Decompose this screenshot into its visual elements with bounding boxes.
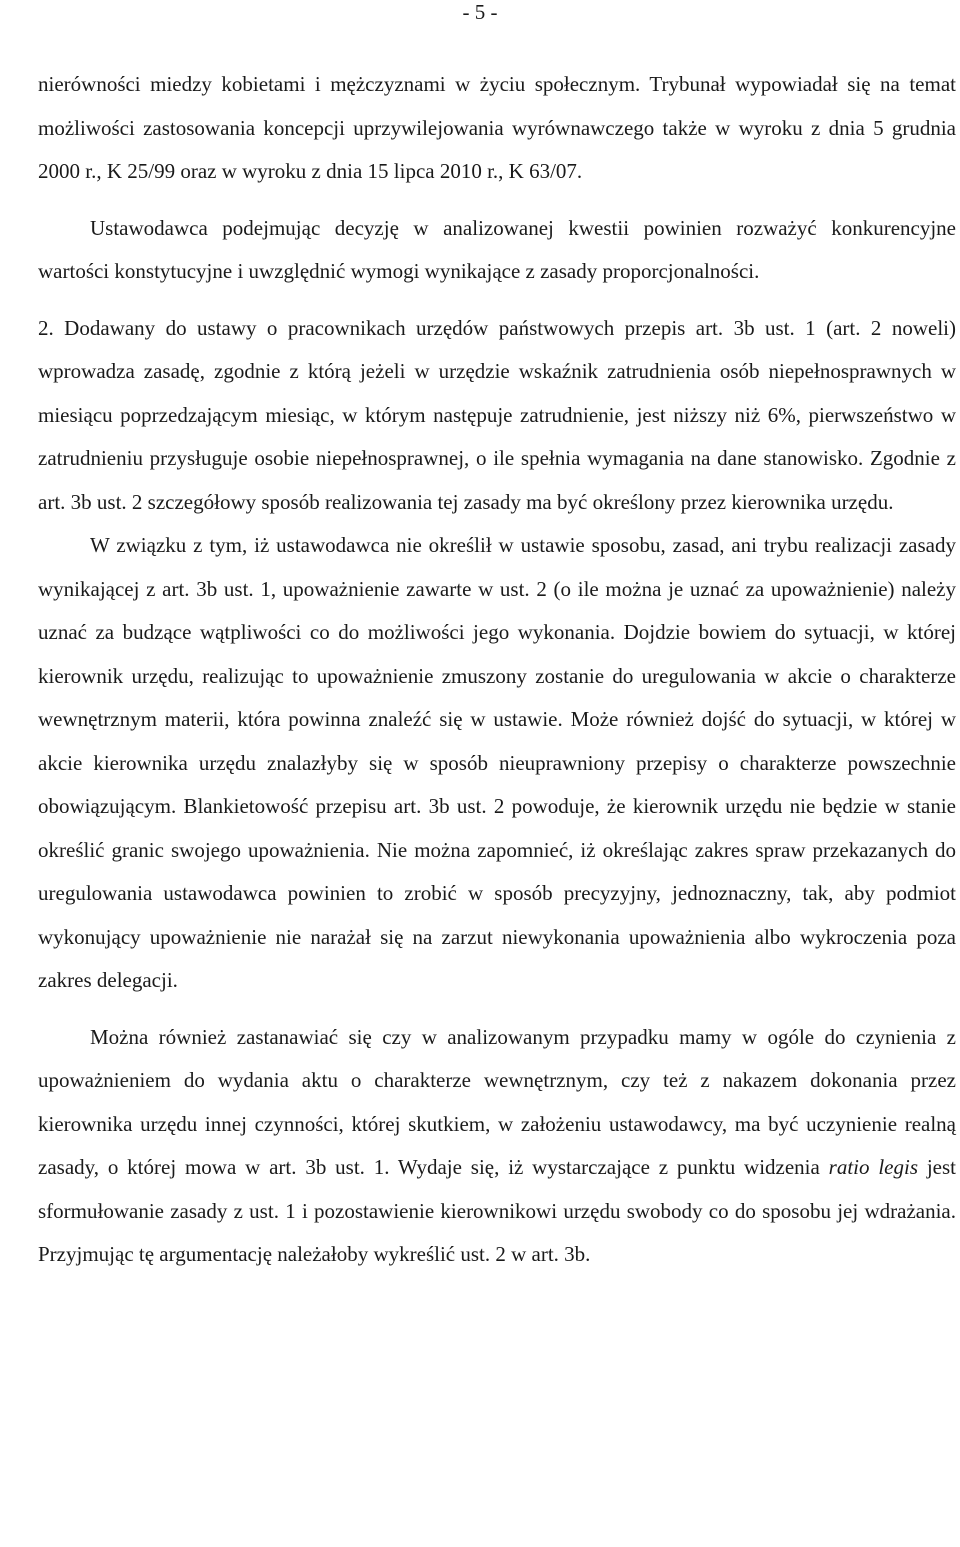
paragraph-3: 2. Dodawany do ustawy o pracownikach urzędów państwowych przepis art. 3b ust. 1 (art. 2 noweli) wprowadza zasadę, zgodnie z którą jeżeli w urzędzie wskaźnik zatrudnienia osób niepełnosprawnych w miesiącu poprzedzającym miesiąc, w którym następuje zatrudnienie, jest niższy niż 6%, pierwszeństwo w zatrudnieniu przysługuje osobie niepełnosprawnej, o ile spełnia wymagania na dane stanowisko. Zgodnie z art. 3b ust. 2 szczegółowy sposób realizowania tej zasady ma być określony przez kierownika urzędu. — [38, 315, 956, 514]
paragraph-5-part-2: jest sformułowanie zasady z ust. 1 i pozostawienie kierownikowi urzędu swobody co do sposobu jej wdrażania. Przyjmując tę argumentację należałoby wykreślić ust. 2 w art. 3b. — [38, 1155, 956, 1266]
document-body — [38, 63, 956, 1277]
paragraph-4: W związku z tym, iż ustawodawca nie określił w ustawie sposobu, zasad, ani trybu realizacji zasady wynikającej z art. 3b ust. 1, upoważnienie zawarte w ust. 2 (o ile można je uznać za upoważnienie) należy uznać za budzące wątpliwości co do możliwości jego wykonania. Dojdzie bowiem do sytuacji, w której kierownik urzędu, realizując to upoważnienie zmuszony zostanie do uregulowania w akcie o charakterze wewnętrznym materii, która powinna znaleźć się w ustawie. Może również dojść do sytuacji, w której w akcie kierownika urzędu znalazłyby się w sposób nieuprawniony przepisy o charakterze powszechnie obowiązującym. Blankietowość przepisu art. 3b ust. 2 powoduje, że kierownik urzędu nie będzie w stanie określić granic swojego upoważnienia. Nie można zapomnieć, iż określając zakres spraw przekazanych do uregulowania ustawodawca powinien to zrobić w sposób precyzyjny, jednoznaczny, tak, aby podmiot wykonujący upoważnienie nie narażał się na zarzut niewykonania upoważnienia albo wykroczenia poza zakres delegacji. — [38, 533, 956, 992]
page-number: - 5 - — [462, 0, 498, 24]
paragraph-1: nierówności miedzy kobietami i mężczyznami w życiu społecznym. Trybunał wypowiadał się na temat możliwości zastosowania koncepcji uprzywilejowania wyrównawczego także w wyroku z dnia 5 grudnia 2000 r., K 25/99 oraz w wyroku z dnia 15 lipca 2010 r., K 63/07. — [38, 72, 956, 183]
paragraph-2: Ustawodawca podejmując decyzję w analizowanej kwestii powinien rozważyć konkurencyjne wartości konstytucyjne i uwzględnić wymogi wynikające z zasady proporcjonalności. — [38, 215, 956, 283]
paragraph-5-part-1: Można również zastanawiać się czy w analizowanym przypadku mamy w ogóle do czynienia z upoważnieniem do wydania aktu o charakterze wewnętrznym, czy też z nakazem dokonania przez kierownika urzędu innej czynności, której skutkiem, w założeniu ustawodawcy, ma być uczynienie realną zasady, o której mowa w art. 3b ust. 1. Wydaje się, iż wystarczające z punktu widzenia — [38, 1024, 956, 1179]
ratio-legis-term: ratio legis — [828, 1155, 918, 1179]
paragraph-5 — [38, 1016, 956, 1277]
